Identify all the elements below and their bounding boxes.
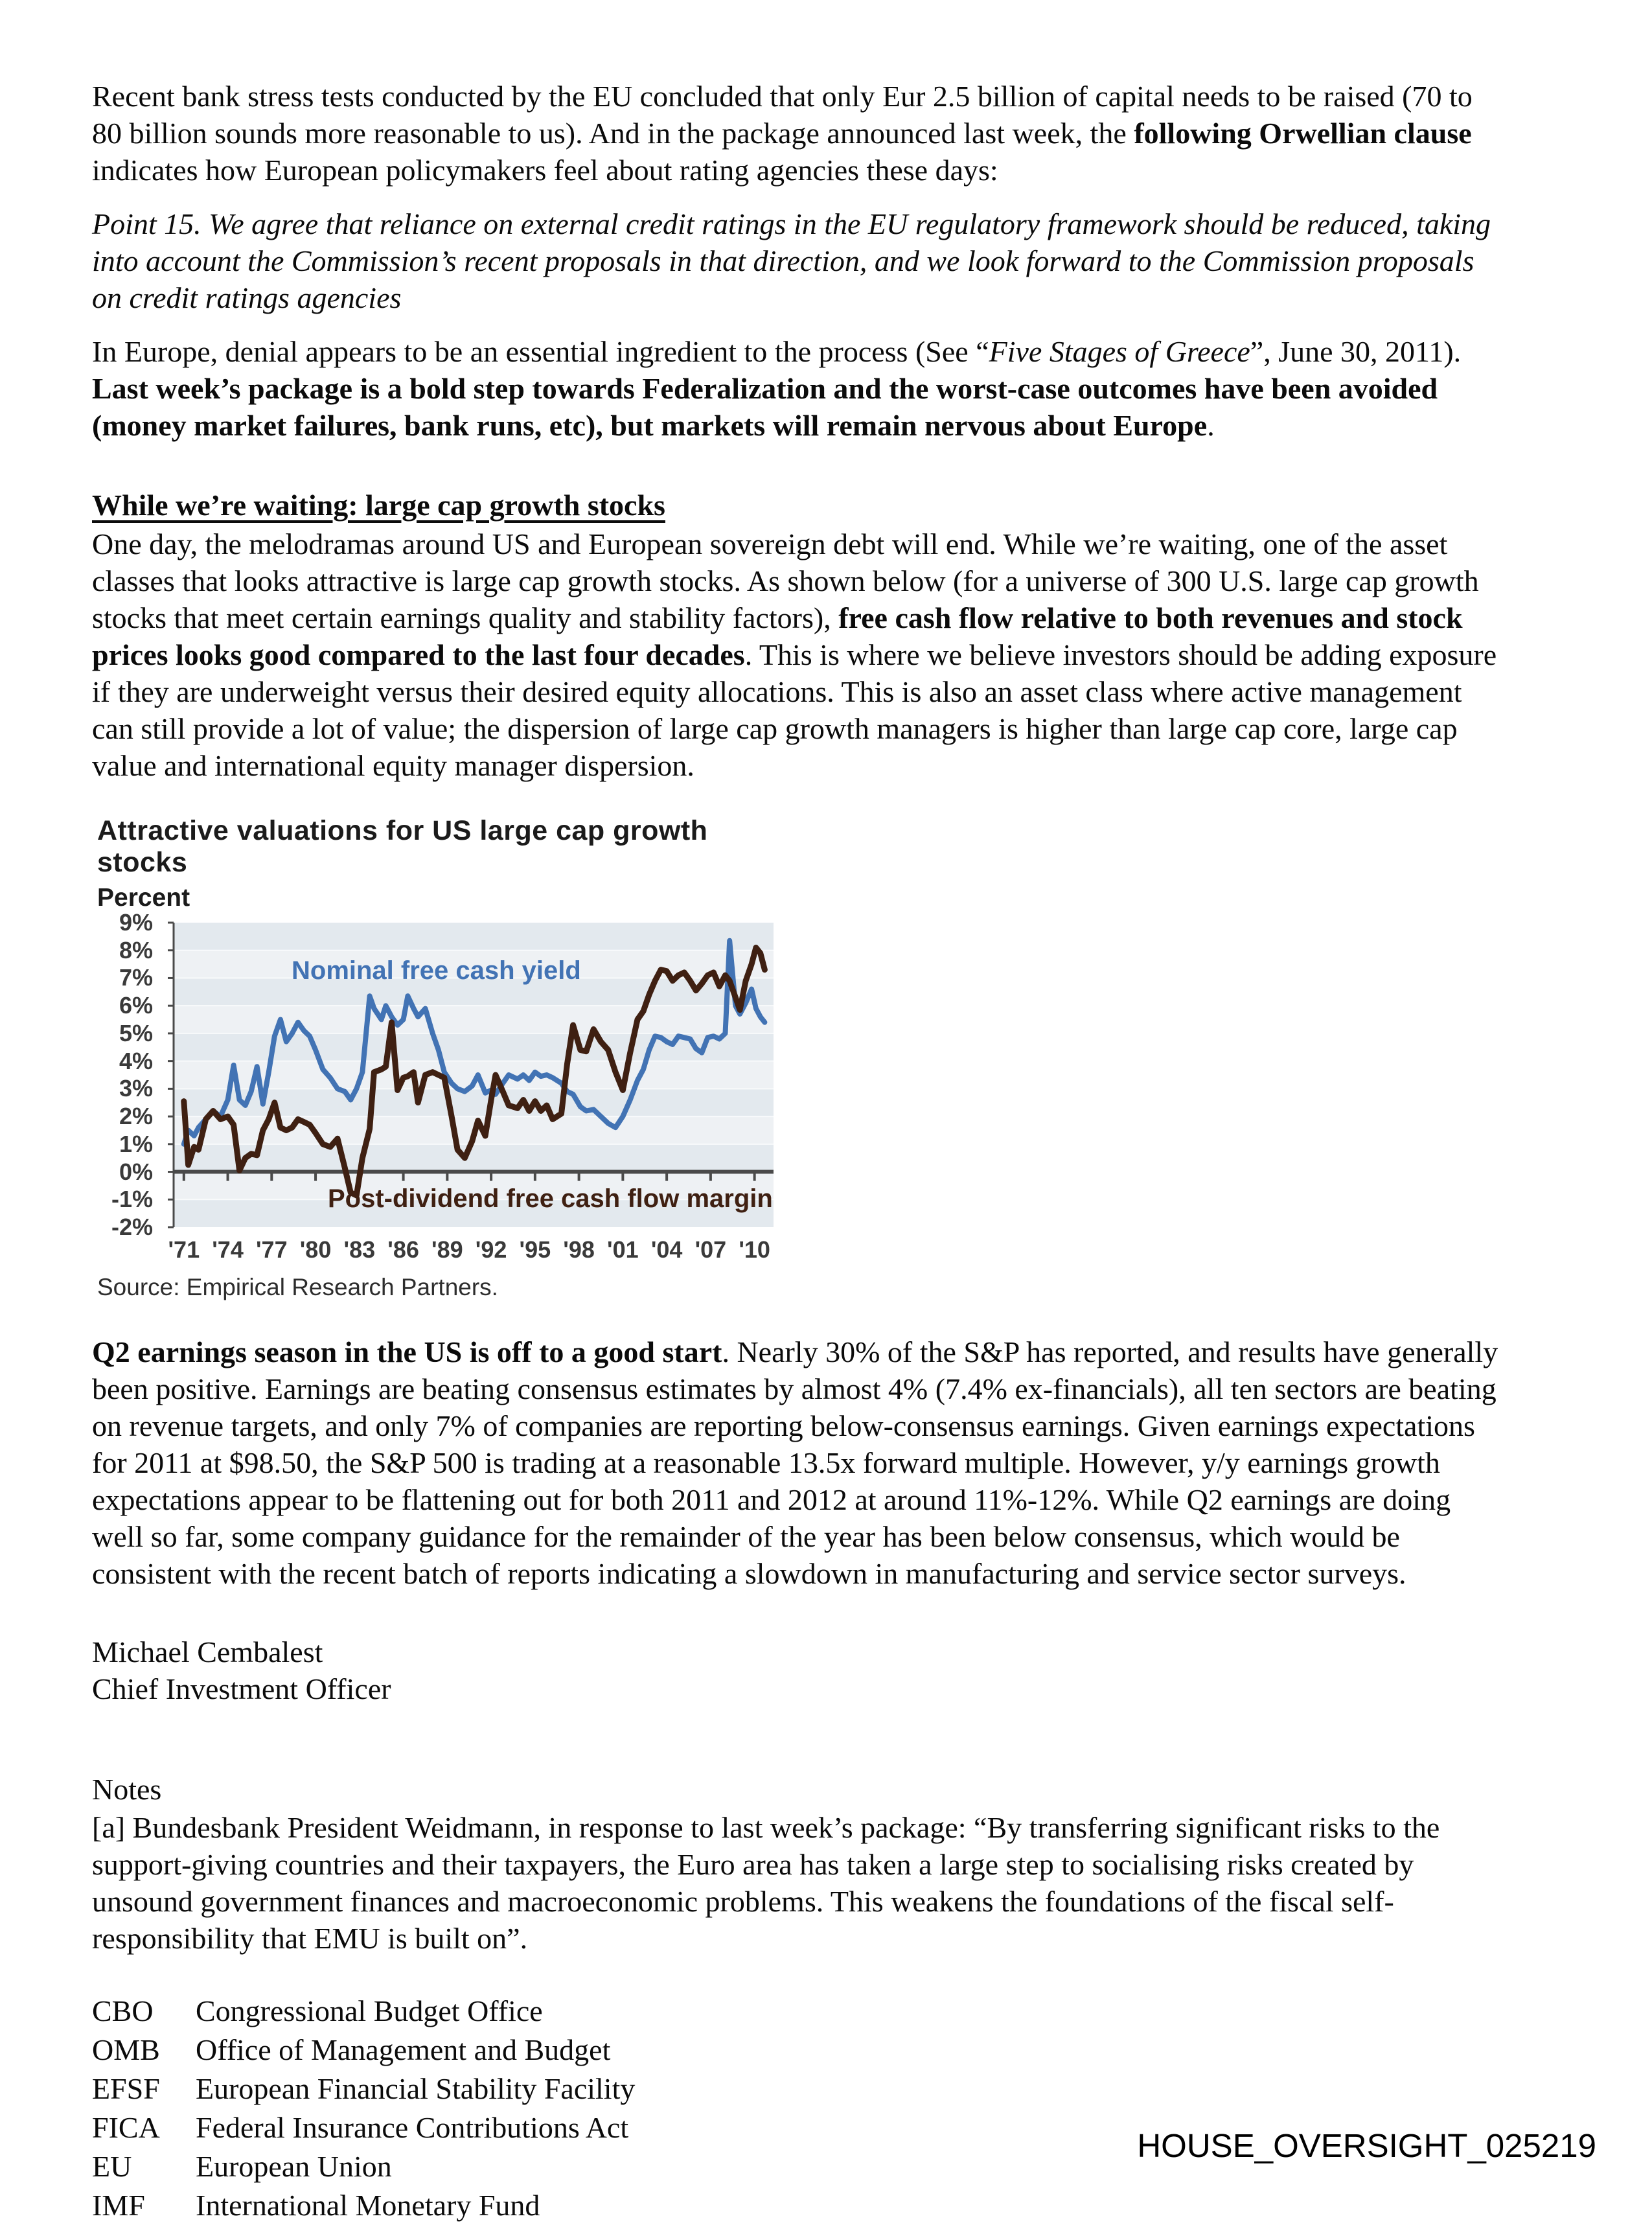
x-tick-label: '83 — [343, 1236, 376, 1263]
text-run: . This is where we believe investors should be adding exposure if they are underweight versus their desired equity allocations. This is also an asset class where active management can still provide a lot of value; the dispersion of large cap growth managers is higher than large cap core, large cap value and international equity manager dispersion. — [92, 638, 1497, 782]
abbreviation-row — [92, 2186, 1499, 2225]
text-run: indicates how European policymakers feel about rating agencies these days: — [92, 154, 998, 187]
paragraph-large-cap-growth — [92, 525, 1499, 784]
valuation-chart-figure — [97, 815, 803, 1301]
abbr-code: IMF — [92, 2189, 145, 2222]
text-run-bold: Last week’s package is a bold step towards Federalization and the worst-case outcomes have been avoided (money market failures, bank runs, etc), but markets will remain nervous about Europe — [92, 372, 1438, 442]
abbr-code: CBO — [92, 1994, 154, 2027]
notes-heading: Notes — [92, 1773, 162, 1806]
abbr-definition: International Monetary Fund — [196, 2189, 540, 2222]
y-tick-label: -2% — [111, 1214, 153, 1240]
abbr-definition: European Financial Stability Facility — [196, 2072, 636, 2105]
x-tick-label: '92 — [475, 1236, 507, 1263]
note-a: [a] Bundesbank President Weidmann, in response to last week’s package: “By transferring significant risks to the support-giving countries and their taxpayers, the Euro area has taken a large step to socialising risks created by unsound government finances and macroeconomic problems. This weakens the foundations of the fiscal self-responsibility that EMU is built on”. — [92, 1811, 1440, 1955]
x-tick-label: '86 — [387, 1236, 419, 1263]
y-tick-label: 3% — [119, 1075, 153, 1102]
signature-block — [92, 1633, 1499, 1707]
signature-name: Michael Cembalest — [92, 1635, 323, 1668]
text-run: One day, the melodramas around US and European sovereign debt will end. While we’re waiting, one of the asset classes that looks attractive is large cap growth stocks. As shown below (for a universe of 300 U.S. large cap growth stocks that meet certain earnings quality and stability factors), — [92, 527, 1479, 634]
abbr-definition: Congressional Budget Office — [196, 1994, 543, 2027]
text-run: In Europe, denial appears to be an essential ingredient to the process (See “ — [92, 335, 989, 368]
text-run: Recent bank stress tests conducted by the EU concluded that only Eur 2.5 billion of capital needs to be raised (70 to 80 billion sounds more reasonable to us). And in the package announced last week, the — [92, 80, 1473, 150]
y-tick-label: -1% — [111, 1186, 153, 1213]
x-tick-label: '71 — [168, 1236, 200, 1263]
text-run: . Nearly 30% of the S&P has reported, and results have generally been positive. Earnings are beating consensus estimates by almost 4% (7.4% ex-financials), all ten sectors are beating on revenue targets, and only 7% of companies are reporting below-consensus earnings. Given earnings expectations for 2011 at $98.50, the S&P 500 is trading at a reasonable 13.5x forward multiple. However, y/y earnings growth expectations appear to be flattening out for both 2011 and 2012 at around 11%-12%. While Q2 earnings are doing well so far, some company guidance for the remainder of the year has been below consensus, which would be consistent with the recent batch of reports indicating a slowdown in manufacturing and service sector surveys. — [92, 1335, 1498, 1590]
y-tick-label: 1% — [119, 1130, 153, 1157]
abbr-definition: European Union — [196, 2150, 392, 2183]
abbr-code: EU — [92, 2150, 132, 2183]
y-tick-label: 4% — [119, 1047, 153, 1074]
y-tick-label: 8% — [119, 936, 153, 963]
signature-title: Chief Investment Officer — [92, 1672, 391, 1705]
abbreviation-row — [92, 2069, 1499, 2108]
text-run: . — [1207, 409, 1215, 442]
abbreviation-row — [92, 2031, 1499, 2069]
paragraph-stress-tests — [92, 78, 1499, 189]
text-run-italic: Five Stages of Greece — [989, 335, 1250, 368]
paragraph-q2-earnings — [92, 1333, 1499, 1592]
y-tick-label: 0% — [119, 1158, 153, 1185]
plot-band — [174, 1144, 774, 1172]
chart-plot-area — [111, 909, 774, 1240]
text-run: ”, June 30, 2011). — [1250, 335, 1462, 368]
plot-band — [174, 1006, 774, 1033]
y-tick-label: 5% — [119, 1019, 153, 1046]
text-run-bold: Q2 earnings season in the US is off to a good start — [92, 1335, 722, 1368]
abbr-code: EFSF — [92, 2072, 160, 2105]
x-tick-label: '01 — [607, 1236, 639, 1263]
x-tick-label: '07 — [694, 1236, 727, 1263]
text-run-bold: free cash flow relative to both revenues and stock prices looks good compared to the last four decades — [92, 601, 1463, 671]
chart-x-axis-labels — [165, 1230, 803, 1267]
document-id-footer: HOUSE_OVERSIGHT_025219 — [1137, 2127, 1596, 2164]
x-tick-label: '10 — [739, 1236, 770, 1263]
abbr-code: OMB — [92, 2033, 160, 2066]
abbr-definition: Federal Insurance Contributions Act — [196, 2111, 629, 2144]
quote-point-15: Point 15. We agree that reliance on external credit ratings in the EU regulatory framework should be reduced, taking into account the Commission’s recent proposals in that direction, and we look forward to the Commission proposals on credit ratings agencies — [92, 207, 1491, 314]
x-tick-label: '89 — [431, 1236, 463, 1263]
post-dividend-free-cash-flow-margin-label: Post-dividend free cash flow margin — [328, 1184, 773, 1213]
abbr-code: FICA — [92, 2111, 160, 2144]
chart-y-axis-labels — [97, 909, 153, 1240]
chart-units-label: Percent — [97, 884, 190, 912]
x-tick-label: '77 — [256, 1236, 288, 1263]
nominal-free-cash-yield-label: Nominal free cash yield — [292, 956, 581, 985]
x-tick-label: '74 — [212, 1236, 244, 1263]
abbreviation-list — [92, 1992, 1499, 2225]
x-tick-label: '98 — [563, 1236, 595, 1263]
y-tick-label: 6% — [119, 992, 153, 1019]
abbr-definition: Office of Management and Budget — [196, 2033, 611, 2066]
section-heading-large-cap-growth: While we’re waiting: large cap growth stocks — [92, 489, 665, 522]
y-tick-label: 7% — [119, 964, 153, 991]
chart-source: Source: Empirical Research Partners. — [97, 1274, 498, 1300]
plot-band — [174, 923, 774, 951]
y-tick-label: 9% — [119, 909, 153, 936]
x-tick-label: '04 — [650, 1236, 683, 1263]
y-tick-label: 2% — [119, 1103, 153, 1130]
text-run-bold: following Orwellian clause — [1134, 117, 1472, 150]
document-content — [92, 78, 1499, 2225]
paragraph-europe-denial — [92, 333, 1499, 444]
abbreviation-row — [92, 1992, 1499, 2031]
x-tick-label: '95 — [519, 1236, 551, 1263]
x-tick-label: '80 — [299, 1236, 332, 1263]
chart-title: Attractive valuations for US large cap growth stocks — [97, 815, 708, 878]
